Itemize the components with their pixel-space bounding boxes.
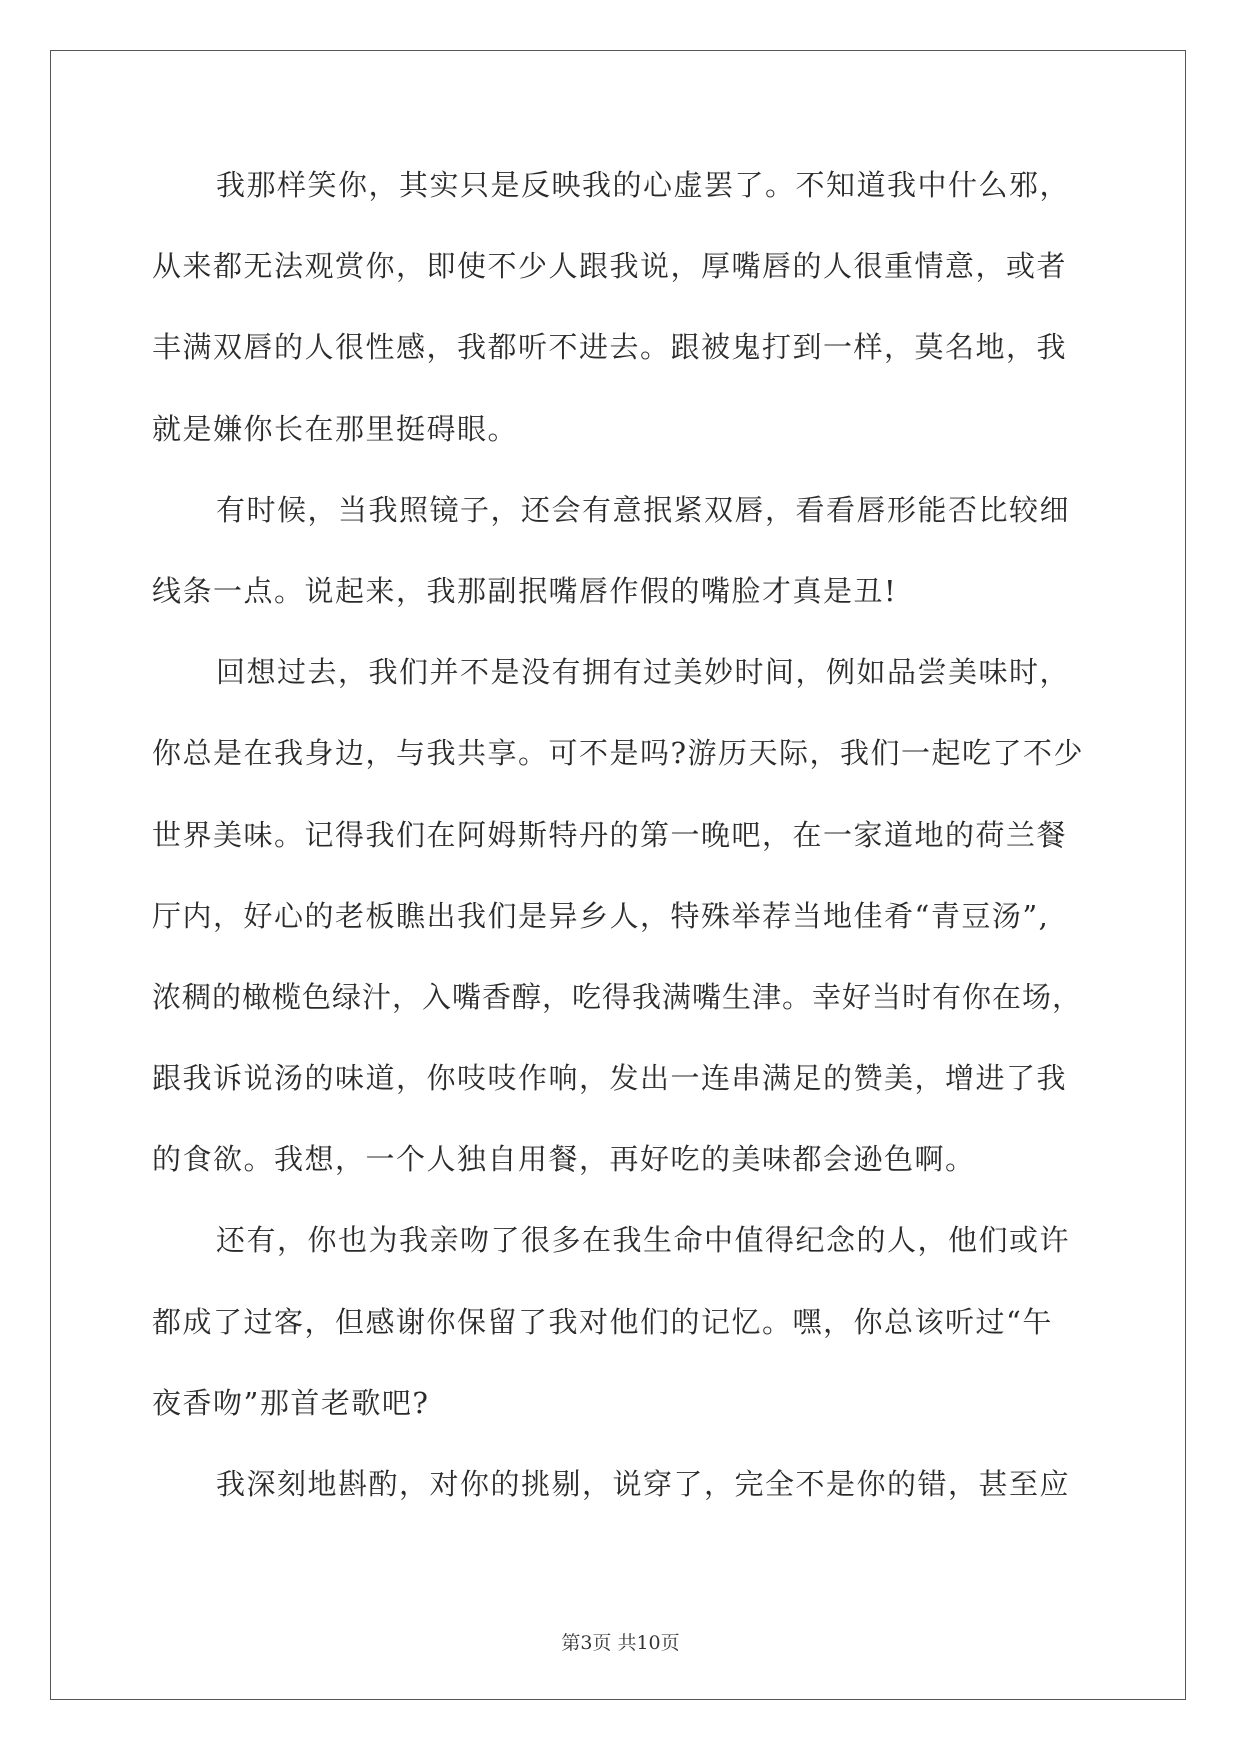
text-line: 丰满双唇的人很性感，我都听不进去。跟被鬼打到一样，莫名地，我 — [152, 330, 1068, 365]
page-footer: 第3页 共10页 — [561, 1632, 680, 1654]
text-line: 有时候，当我照镜子，还会有意抿紧双唇，看看唇形能否比较细 — [216, 492, 1071, 527]
text-line: 就是嫌你长在那里挺碍眼。 — [152, 411, 519, 446]
text-line: 回想过去，我们并不是没有拥有过美妙时间，例如品尝美味时， — [216, 655, 1071, 690]
text-line: 我那样笑你，其实只是反映我的心虚罢了。不知道我中什么邪， — [216, 168, 1071, 202]
text-line: 你总是在我身边，与我共享。可不是吗?游历天际，我们一起吃了不少 — [152, 736, 1085, 771]
text-line: 跟我诉说汤的味道，你吱吱作响，发出一连串满足的赞美，增进了我 — [152, 1061, 1068, 1096]
text-line: 都成了过客，但感谢你保留了我对他们的记忆。嘿，你总该听过“午 — [152, 1304, 1053, 1339]
text-line: 世界美味。记得我们在阿姆斯特丹的第一晚吧，在一家道地的荷兰餐 — [152, 817, 1068, 852]
text-line: 从来都无法观赏你，即使不少人跟我说，厚嘴唇的人很重情意，或者 — [152, 249, 1068, 284]
text-line: 浓稠的橄榄色绿汁，入嘴香醇，吃得我满嘴生津。幸好当时有你在场， — [152, 979, 1083, 1014]
document-body — [152, 165, 1087, 1545]
text-line: 线条一点。说起来，我那副抿嘴唇作假的嘴脸才真是丑! — [152, 573, 898, 608]
text-line: 的食欲。我想，一个人独自用餐，再好吃的美味都会逊色啊。 — [152, 1142, 976, 1177]
text-line: 我深刻地斟酌，对你的挑剔，说穿了，完全不是你的错，甚至应 — [216, 1467, 1071, 1501]
text-line: 夜香吻”那首老歌吧? — [152, 1385, 430, 1420]
text-line: 厅内，好心的老板瞧出我们是异乡人，特殊举荐当地佳肴“青豆汤”, — [152, 898, 1050, 933]
text-line: 还有，你也为我亲吻了很多在我生命中值得纪念的人，他们或许 — [216, 1223, 1071, 1258]
